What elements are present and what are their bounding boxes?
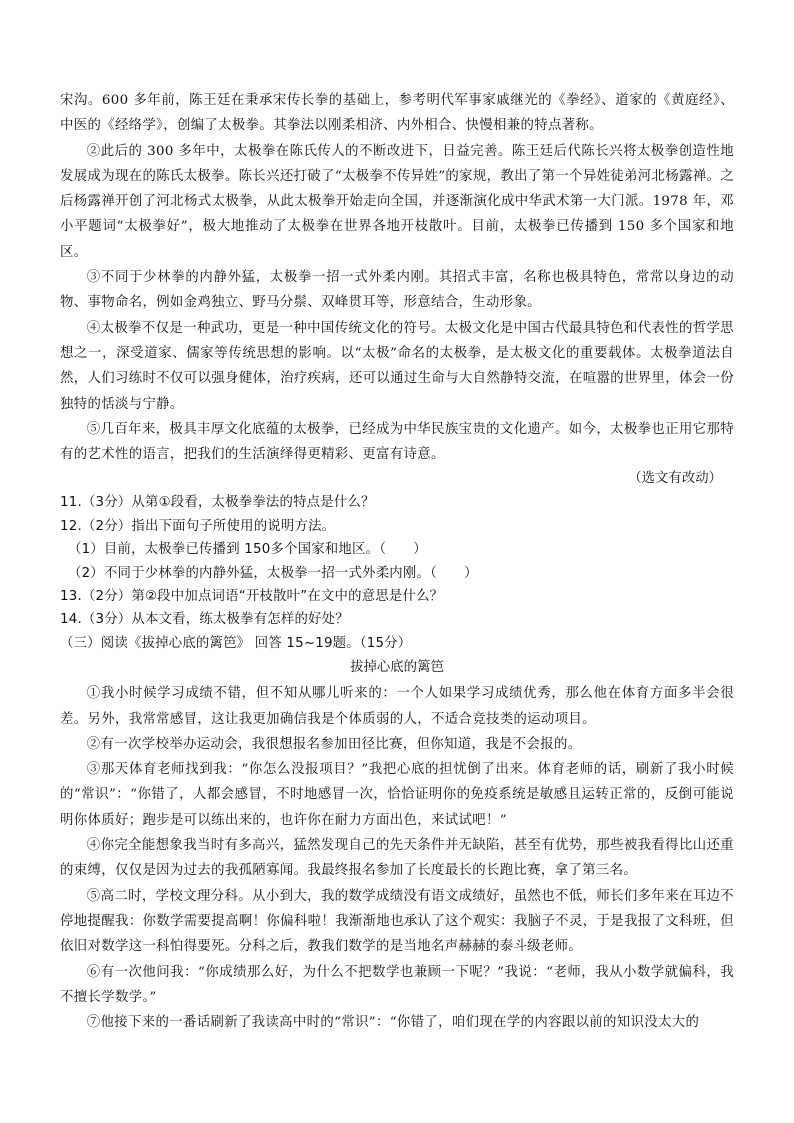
passage-b-paragraph-7: ⑦他接下来的一番话刷新了我读高中时的“常识”：“你错了，咱们现在学的内容跟以前的知识没太大的: [86, 1015, 700, 1031]
passage-a-paragraph-1: 宋沟。600 多年前，陈王廷在秉承宋传长拳的基础上，参考明代军事家戚继光的《拳经》、道家的《黄庭经》、中医的《经络学》，创编了太极拳。其拳法以刚柔相济、内外相合、快慢相兼的特点著称。: [60, 93, 734, 134]
question-list: [60, 491, 734, 655]
passage-a-paragraph-3: ③不同于少林拳的内静外猛，太极拳一招一式外柔内刚。其招式丰富，名称也极具特色，常常以身边的动物、事物命名，例如金鸡独立、野马分鬃、双峰贯耳等，形意结合，生动形象。: [60, 270, 734, 311]
passage-a-paragraph-5: ⑤几百年来，极具丰厚文化底蕴的太极拳，已经成为中华民族宝贵的文化遗产。如今，太极拳也正用它那特有的艺术性的语言，把我们的生活演绎得更精彩、更富有诗意。: [60, 421, 734, 463]
question-13: 13.（2分）第②段中加点词语“开枝散叶”在文中的意思是什么？: [60, 589, 444, 605]
passage-b-paragraph-6: ⑥有一次他问我：“你成绩那么好，为什么不把数学也兼顾一下呢？”我说：“老师，我从小数学就偏科，我不擅长学数学。”: [60, 964, 734, 1005]
passage-b: [60, 681, 734, 1035]
passage-a-paragraph-4: ④太极拳不仅是一种武功，更是一种中国传统文化的符号。太极文化是中国古代最具特色和代表性的哲学思想之一，深受道家、儒家等传统思想的影响。以“太极”命名的太极拳，是太极文化的重要载体。太极拳道法自然，人们习练时不仅可以强身健体，治疗疾病，还可以通过生命与大自然静特交流，在喧嚣的世界里，体会一份独特的恬淡与宁静。: [60, 320, 734, 412]
passage-b-paragraph-4: ④你完全能想象我当时有多高兴，猛然发现自己的先天条件并无缺陷，甚至有优势，那些被我看得比山还重的束缚，仅仅是因为过去的我孤陋寡闻。我最终报名参加了长度最长的长跑比赛，拿了第三名。: [60, 838, 734, 879]
question-12-item-2: （2）不同于少林拳的内静外猛，太极拳一招一式外柔内刚。（ ）: [68, 565, 478, 581]
question-11: 11.（3分）从第①段看，太极拳拳法的特点是什么？: [60, 495, 375, 511]
passage-b-paragraph-5: ⑤高二时，学校文理分科。从小到大，我的数学成绩没有语文成绩好，虽然也不低，师长们多年来在耳边不停地提醒我：你数学需要提高啊！你偏科啦！我渐渐地也承认了这个观实：我脑子不灵，于是我报了文科班，但依旧对数学这一科怕得要死。分科之后，教我们数学的是当地名声赫赫的泰斗级老师。: [60, 888, 734, 955]
passage-b-paragraph-2: ②有一次学校举办运动会，我很想报名参加田径比赛，但你知道，我是不会报的。: [86, 736, 582, 752]
passage-a-paragraph-2: ②此后的 300 多年中，太极拳在陈氏传人的不断改进下，日益完善。陈王廷后代陈长兴将太极拳创造性地发展成为现在的陈氏太极拳。陈长兴还打破了“太极拳不传异姓”的家规，教出了第一个异姓徒弟河北杨露禅。之后杨露禅开创了河北杨式太极拳，从此太极拳开始走向全国，并逐渐演化成中华武术第一大门派。1978 年，邓小平题词“太极拳好”，极大地推动了太极拳在世界各地开枝散叶。目前，太极拳已传播到 150 多个国家和地区。: [60, 143, 734, 260]
passage-a: [60, 88, 734, 467]
section-heading: （三）阅读《拔掉心底的篱笆》 回答 15~19题。（15分）: [60, 635, 412, 651]
question-12: 12.（2分）指出下面句子所使用的说明方法。: [60, 518, 336, 534]
question-14: 14.（3分）从本文看，练太极拳有怎样的好处？: [60, 612, 349, 628]
passage-b-paragraph-1: ①我小时候学习成绩不错，但不知从哪儿听来的：一个人如果学习成绩优秀，那么他在体育方面多半会很差。另外，我常常感冒，这让我更加确信我是个体质弱的人，不适合竞技类的运动项目。: [60, 686, 734, 727]
source-note: （选文有改动）: [628, 471, 722, 487]
passage-b-paragraph-3: ③那天体育老师找到我：“你怎么没报项目？”我把心底的担忧倒了出来。体育老师的话，刷新了我小时候的“常识”：“你错了，人都会感冒，不时地感冒一次，恰恰证明你的免疫系统是敏感且运转正常的，反倒可能说明你体质好；跑步是可以练出来的，也许你在耐力方面出色，来试试吧！”: [60, 762, 734, 828]
question-12-item-1: （1）目前，太极拳已传播到 150多个国家和地区。（ ）: [68, 542, 427, 558]
passage-b-title: 拔掉心底的篱笆: [350, 660, 444, 676]
